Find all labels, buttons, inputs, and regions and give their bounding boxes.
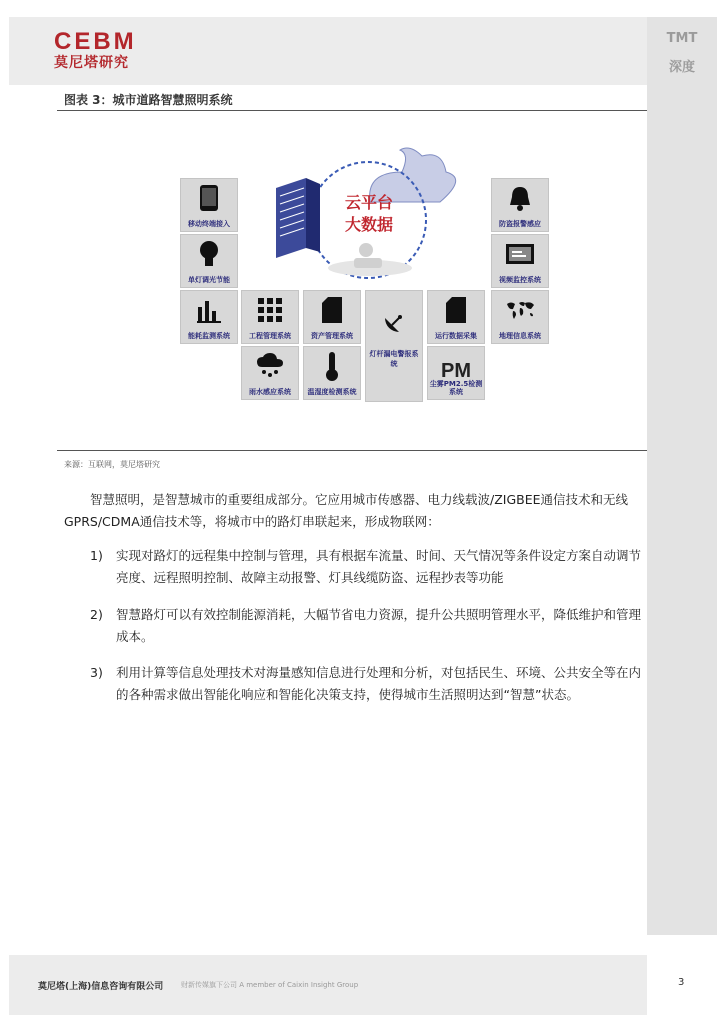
smart-lighting-diagram xyxy=(175,140,555,405)
section-tag-depth: 深度 xyxy=(668,60,695,75)
intro-paragraph: 智慧照明，是智慧城市的重要组成部分。它应用城市传感器、电力线载波/ZIGBEE通信技术和无线GPRS/CDMA通信技术等，将城市中的路灯串联起来，形成物联网： xyxy=(64,492,629,529)
list-item xyxy=(90,662,642,706)
tile-video-surveillance xyxy=(491,234,549,288)
side-bar xyxy=(647,17,717,935)
cebm-logo xyxy=(54,30,154,74)
tile-label: 雨水感应系统 xyxy=(249,388,291,396)
list-item xyxy=(90,604,642,648)
section-tag-tmt: TMT xyxy=(666,31,698,46)
footer-subtitle: 财新传媒旗下公司 A member of Caixin Insight Group xyxy=(181,981,359,989)
sd-card-icon xyxy=(446,297,466,323)
tile-label: 工程管理系统 xyxy=(249,332,291,340)
tile-label: 温湿度检测系统 xyxy=(307,388,357,396)
tile-label: 能耗监测系统 xyxy=(188,332,230,340)
logo-mark: CEBM xyxy=(54,28,137,55)
tile-mobile-access xyxy=(180,178,238,232)
tile-label: 灯杆漏电警报系统 xyxy=(369,350,419,368)
tile-engineering-management xyxy=(241,290,299,344)
list-item xyxy=(90,545,642,589)
list-item-text: 智慧路灯可以有效控制能源消耗，大幅节省电力资源，提升公共照明管理水平，降低维护和管理成本。 xyxy=(116,607,642,644)
list-item-number: 3) xyxy=(90,665,103,680)
tile-label: 视频监控系统 xyxy=(499,276,541,284)
thermometer-icon xyxy=(324,351,340,381)
cloud-label-line-2: 大数据 xyxy=(345,215,394,234)
list-item-text: 实现对路灯的远程集中控制与管理，具有根据车流量、时间、天气情况等条件设定方案自动调节亮度、远程照明控制、故障主动报警、灯具线缆防盗、远程抄表等功能 xyxy=(116,548,642,585)
tile-pole-leakage-alarm xyxy=(365,290,423,402)
tile-pm25-detection xyxy=(427,346,485,400)
figure-title: 图表 3：城市道路智慧照明系统 xyxy=(64,93,233,107)
tile-operation-data-collection xyxy=(427,290,485,344)
bar-chart-icon xyxy=(196,297,222,323)
tile-temperature-humidity xyxy=(303,346,361,400)
tile-energy-monitoring xyxy=(180,290,238,344)
phone-icon xyxy=(199,184,219,212)
figure-top-rule xyxy=(57,110,647,111)
page-number: 3 xyxy=(678,977,685,988)
grid-icon xyxy=(258,298,282,322)
footer-company: 莫尼塔(上海)信息咨询有限公司 xyxy=(38,982,164,992)
tile-label: 防盗报警感应 xyxy=(499,220,541,228)
cloud-label xyxy=(345,192,393,236)
tile-rain-sensing xyxy=(241,346,299,400)
tile-label: 运行数据采集 xyxy=(435,332,477,340)
sd-card-icon xyxy=(322,297,342,323)
cloud-label-line-1: 云平台 xyxy=(345,193,394,212)
tile-label: 尘雾PM2.5检测系统 xyxy=(429,380,483,396)
tile-geographic-info xyxy=(491,290,549,344)
monitor-icon xyxy=(505,243,535,265)
tile-label: 地理信息系统 xyxy=(499,332,541,340)
tile-label: 单灯调光节能 xyxy=(188,276,230,284)
lightbulb-icon xyxy=(198,240,220,268)
list-item-number: 1) xyxy=(90,548,103,563)
figure-source: 来源：互联网，莫尼塔研究 xyxy=(64,460,160,469)
tile-label: 移动终端接入 xyxy=(188,220,230,228)
bell-icon xyxy=(509,185,531,211)
tile-single-lamp-dimming xyxy=(180,234,238,288)
tile-asset-management xyxy=(303,290,361,344)
rain-cloud-icon xyxy=(256,353,284,379)
tile-label: 资产管理系统 xyxy=(311,332,353,340)
world-map-icon xyxy=(505,300,535,320)
tile-anti-theft-alarm xyxy=(491,178,549,232)
list-item-number: 2) xyxy=(90,607,103,622)
logo-chinese-name: 莫尼塔研究 xyxy=(54,55,129,71)
satellite-dish-icon xyxy=(381,310,407,336)
pm-icon: PM xyxy=(441,359,471,382)
list-item-text: 利用计算等信息处理技术对海量感知信息进行处理和分析，对包括民生、环境、公共安全等在内的各种需求做出智能化响应和智能化决策支持，使得城市生活照明达到“智慧”状态。 xyxy=(116,665,642,702)
figure-bottom-rule xyxy=(57,450,647,451)
